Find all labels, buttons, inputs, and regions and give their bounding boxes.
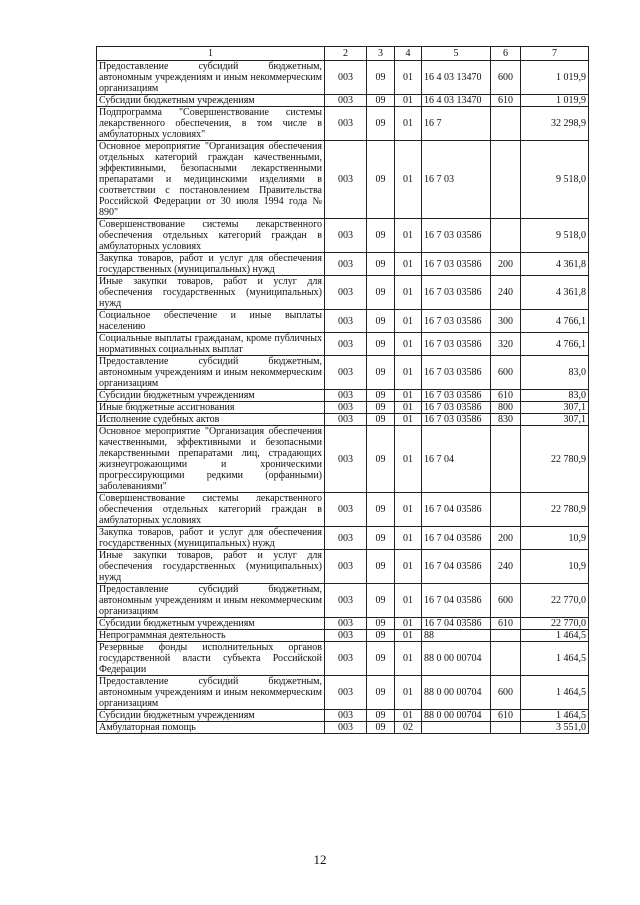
amount-cell: 32 298,9 [521,107,589,141]
table-row [97,414,589,426]
expense-type-cell [491,141,521,219]
column-header: 3 [367,47,395,61]
table-row [97,95,589,107]
ministry-code-cell: 003 [325,141,367,219]
table-row [97,722,589,734]
target-article-cell: 16 7 04 03586 [422,527,491,550]
ministry-code-cell: 003 [325,618,367,630]
subsection-code-cell: 01 [395,219,422,253]
ministry-code-cell: 003 [325,356,367,390]
ministry-code-cell: 003 [325,550,367,584]
target-article-cell: 16 7 04 03586 [422,493,491,527]
ministry-code-cell: 003 [325,642,367,676]
section-code-cell: 09 [367,493,395,527]
table-row [97,676,589,710]
subsection-code-cell: 01 [395,310,422,333]
ministry-code-cell: 003 [325,390,367,402]
section-code-cell: 09 [367,414,395,426]
section-code-cell: 09 [367,710,395,722]
section-code-cell: 09 [367,426,395,493]
row-name-cell: Подпрограмма "Совершенствование системы лекарственного обеспечения, в том числе в амбулаторных условиях" [97,107,325,141]
expense-type-cell: 610 [491,710,521,722]
target-article-cell: 16 7 [422,107,491,141]
expense-type-cell: 800 [491,402,521,414]
section-code-cell: 09 [367,722,395,734]
table-row [97,584,589,618]
row-name-cell: Предоставление субсидий бюджетным, автономным учреждениям и иным некоммерческим организациям [97,584,325,618]
amount-cell: 1 019,9 [521,61,589,95]
section-code-cell: 09 [367,584,395,618]
expense-type-cell: 830 [491,414,521,426]
expense-type-cell: 300 [491,310,521,333]
expense-type-cell: 240 [491,276,521,310]
target-article-cell [422,722,491,734]
row-name-cell: Амбулаторная помощь [97,722,325,734]
section-code-cell: 09 [367,527,395,550]
section-code-cell: 09 [367,219,395,253]
expense-type-cell [491,722,521,734]
ministry-code-cell: 003 [325,219,367,253]
subsection-code-cell: 01 [395,550,422,584]
expense-type-cell [491,426,521,493]
subsection-code-cell: 01 [395,356,422,390]
table-row [97,390,589,402]
ministry-code-cell: 003 [325,630,367,642]
subsection-code-cell: 01 [395,95,422,107]
section-code-cell: 09 [367,310,395,333]
subsection-code-cell: 01 [395,676,422,710]
ministry-code-cell: 003 [325,676,367,710]
ministry-code-cell: 003 [325,61,367,95]
section-code-cell: 09 [367,550,395,584]
target-article-cell: 16 7 04 [422,426,491,493]
amount-cell: 1 464,5 [521,630,589,642]
target-article-cell: 16 7 03 03586 [422,310,491,333]
ministry-code-cell: 003 [325,95,367,107]
column-header: 6 [491,47,521,61]
target-article-cell: 88 0 00 00704 [422,642,491,676]
ministry-code-cell: 003 [325,333,367,356]
subsection-code-cell: 01 [395,630,422,642]
ministry-code-cell: 003 [325,493,367,527]
section-code-cell: 09 [367,276,395,310]
amount-cell: 22 770,0 [521,618,589,630]
target-article-cell: 16 7 03 [422,141,491,219]
section-code-cell: 09 [367,676,395,710]
amount-cell: 22 780,9 [521,493,589,527]
table-row [97,550,589,584]
section-code-cell: 09 [367,390,395,402]
row-name-cell: Совершенствование системы лекарственного обеспечения отдельных категорий граждан в амбулаторных условиях [97,219,325,253]
target-article-cell: 16 7 03 03586 [422,219,491,253]
table-row [97,642,589,676]
target-article-cell: 16 4 03 13470 [422,95,491,107]
column-header: 7 [521,47,589,61]
page-number: 12 [313,852,327,867]
ministry-code-cell: 003 [325,527,367,550]
row-name-cell: Совершенствование системы лекарственного обеспечения отдельных категорий граждан в амбулаторных условиях [97,493,325,527]
subsection-code-cell: 01 [395,642,422,676]
table-row [97,426,589,493]
target-article-cell: 16 7 04 03586 [422,618,491,630]
column-header: 2 [325,47,367,61]
table-row [97,310,589,333]
section-code-cell: 09 [367,402,395,414]
row-name-cell: Непрограммная деятельность [97,630,325,642]
table-row [97,276,589,310]
section-code-cell: 09 [367,630,395,642]
section-code-cell: 09 [367,141,395,219]
subsection-code-cell: 01 [395,618,422,630]
subsection-code-cell: 01 [395,107,422,141]
row-name-cell: Субсидии бюджетным учреждениям [97,95,325,107]
table-header-row [97,47,589,61]
row-name-cell: Иные закупки товаров, работ и услуг для обеспечения государственных (муниципальных) нужд [97,550,325,584]
expense-type-cell [491,219,521,253]
ministry-code-cell: 003 [325,276,367,310]
expense-type-cell: 600 [491,356,521,390]
subsection-code-cell: 01 [395,710,422,722]
ministry-code-cell: 003 [325,402,367,414]
expense-type-cell: 600 [491,676,521,710]
subsection-code-cell: 01 [395,527,422,550]
table-row [97,141,589,219]
expense-type-cell: 610 [491,390,521,402]
row-name-cell: Социальные выплаты гражданам, кроме публичных нормативных социальных выплат [97,333,325,356]
expense-type-cell: 320 [491,333,521,356]
subsection-code-cell: 01 [395,61,422,95]
ministry-code-cell: 003 [325,414,367,426]
amount-cell: 22 780,9 [521,426,589,493]
budget-table [96,46,589,734]
amount-cell: 1 464,5 [521,710,589,722]
expense-type-cell [491,107,521,141]
subsection-code-cell: 01 [395,414,422,426]
section-code-cell: 09 [367,61,395,95]
row-name-cell: Иные бюджетные ассигнования [97,402,325,414]
ministry-code-cell: 003 [325,253,367,276]
section-code-cell: 09 [367,95,395,107]
subsection-code-cell: 01 [395,276,422,310]
target-article-cell: 16 7 03 03586 [422,333,491,356]
section-code-cell: 09 [367,333,395,356]
table-row [97,356,589,390]
amount-cell: 1 464,5 [521,676,589,710]
subsection-code-cell: 01 [395,426,422,493]
target-article-cell: 16 4 03 13470 [422,61,491,95]
amount-cell: 83,0 [521,390,589,402]
table-row [97,402,589,414]
expense-type-cell [491,493,521,527]
target-article-cell: 16 7 04 03586 [422,550,491,584]
table-row [97,219,589,253]
section-code-cell: 09 [367,253,395,276]
target-article-cell: 16 7 04 03586 [422,584,491,618]
subsection-code-cell: 01 [395,333,422,356]
section-code-cell: 09 [367,618,395,630]
row-name-cell: Резервные фонды исполнительных органов государственной власти субъекта Российской Федерации [97,642,325,676]
section-code-cell: 09 [367,107,395,141]
table-row [97,493,589,527]
subsection-code-cell: 02 [395,722,422,734]
subsection-code-cell: 01 [395,493,422,527]
section-code-cell: 09 [367,356,395,390]
expense-type-cell: 200 [491,253,521,276]
target-article-cell: 16 7 03 03586 [422,276,491,310]
expense-type-cell: 600 [491,584,521,618]
amount-cell: 1 464,5 [521,642,589,676]
amount-cell: 4 361,8 [521,276,589,310]
subsection-code-cell: 01 [395,253,422,276]
amount-cell: 4 361,8 [521,253,589,276]
subsection-code-cell: 01 [395,390,422,402]
amount-cell: 307,1 [521,414,589,426]
amount-cell: 307,1 [521,402,589,414]
amount-cell: 1 019,9 [521,95,589,107]
subsection-code-cell: 01 [395,141,422,219]
column-header: 4 [395,47,422,61]
row-name-cell: Основное мероприятие "Организация обеспечения качественными, эффективными и безопасными лекарственными препаратами лиц, страдающих жизнеугрожающими и хроническими прогрессирующими редкими (орфанными) заболеваниями" [97,426,325,493]
section-code-cell: 09 [367,642,395,676]
amount-cell: 3 551,0 [521,722,589,734]
amount-cell: 9 518,0 [521,219,589,253]
expense-type-cell [491,630,521,642]
row-name-cell: Исполнение судебных актов [97,414,325,426]
row-name-cell: Субсидии бюджетным учреждениям [97,618,325,630]
ministry-code-cell: 003 [325,107,367,141]
target-article-cell: 88 0 00 00704 [422,710,491,722]
ministry-code-cell: 003 [325,710,367,722]
table-row [97,710,589,722]
amount-cell: 4 766,1 [521,310,589,333]
expense-type-cell: 610 [491,95,521,107]
row-name-cell: Субсидии бюджетным учреждениям [97,710,325,722]
row-name-cell: Закупка товаров, работ и услуг для обеспечения государственных (муниципальных) нужд [97,527,325,550]
row-name-cell: Предоставление субсидий бюджетным, автономным учреждениям и иным некоммерческим организациям [97,676,325,710]
expense-type-cell [491,642,521,676]
table-row [97,618,589,630]
table-row [97,630,589,642]
target-article-cell: 16 7 03 03586 [422,356,491,390]
ministry-code-cell: 003 [325,426,367,493]
table-body [97,61,589,734]
ministry-code-cell: 003 [325,722,367,734]
expense-type-cell: 240 [491,550,521,584]
column-header: 1 [97,47,325,61]
row-name-cell: Предоставление субсидий бюджетным, автономным учреждениям и иным некоммерческим организациям [97,61,325,95]
table-row [97,253,589,276]
expense-type-cell: 610 [491,618,521,630]
target-article-cell: 88 0 00 00704 [422,676,491,710]
row-name-cell: Предоставление субсидий бюджетным, автономным учреждениям и иным некоммерческим организациям [97,356,325,390]
row-name-cell: Закупка товаров, работ и услуг для обеспечения государственных (муниципальных) нужд [97,253,325,276]
table-row [97,333,589,356]
amount-cell: 83,0 [521,356,589,390]
table-row [97,527,589,550]
subsection-code-cell: 01 [395,584,422,618]
row-name-cell: Социальное обеспечение и иные выплаты населению [97,310,325,333]
row-name-cell: Иные закупки товаров, работ и услуг для обеспечения государственных (муниципальных) нужд [97,276,325,310]
expense-type-cell: 600 [491,61,521,95]
target-article-cell: 16 7 03 03586 [422,402,491,414]
target-article-cell: 88 [422,630,491,642]
table-row [97,61,589,95]
target-article-cell: 16 7 03 03586 [422,253,491,276]
amount-cell: 9 518,0 [521,141,589,219]
target-article-cell: 16 7 03 03586 [422,414,491,426]
ministry-code-cell: 003 [325,310,367,333]
amount-cell: 22 770,0 [521,584,589,618]
amount-cell: 4 766,1 [521,333,589,356]
subsection-code-cell: 01 [395,402,422,414]
target-article-cell: 16 7 03 03586 [422,390,491,402]
table-row [97,107,589,141]
row-name-cell: Основное мероприятие "Организация обеспечения отдельных категорий граждан качественными, эффективными, безопасными лекарственными препаратами и медицинскими изделиями в соответствии с постановлением Правительства Российской Федерации от 30 июля 1994 года № 890" [97,141,325,219]
row-name-cell: Субсидии бюджетным учреждениям [97,390,325,402]
expense-type-cell: 200 [491,527,521,550]
amount-cell: 10,9 [521,550,589,584]
amount-cell: 10,9 [521,527,589,550]
column-header: 5 [422,47,491,61]
ministry-code-cell: 003 [325,584,367,618]
